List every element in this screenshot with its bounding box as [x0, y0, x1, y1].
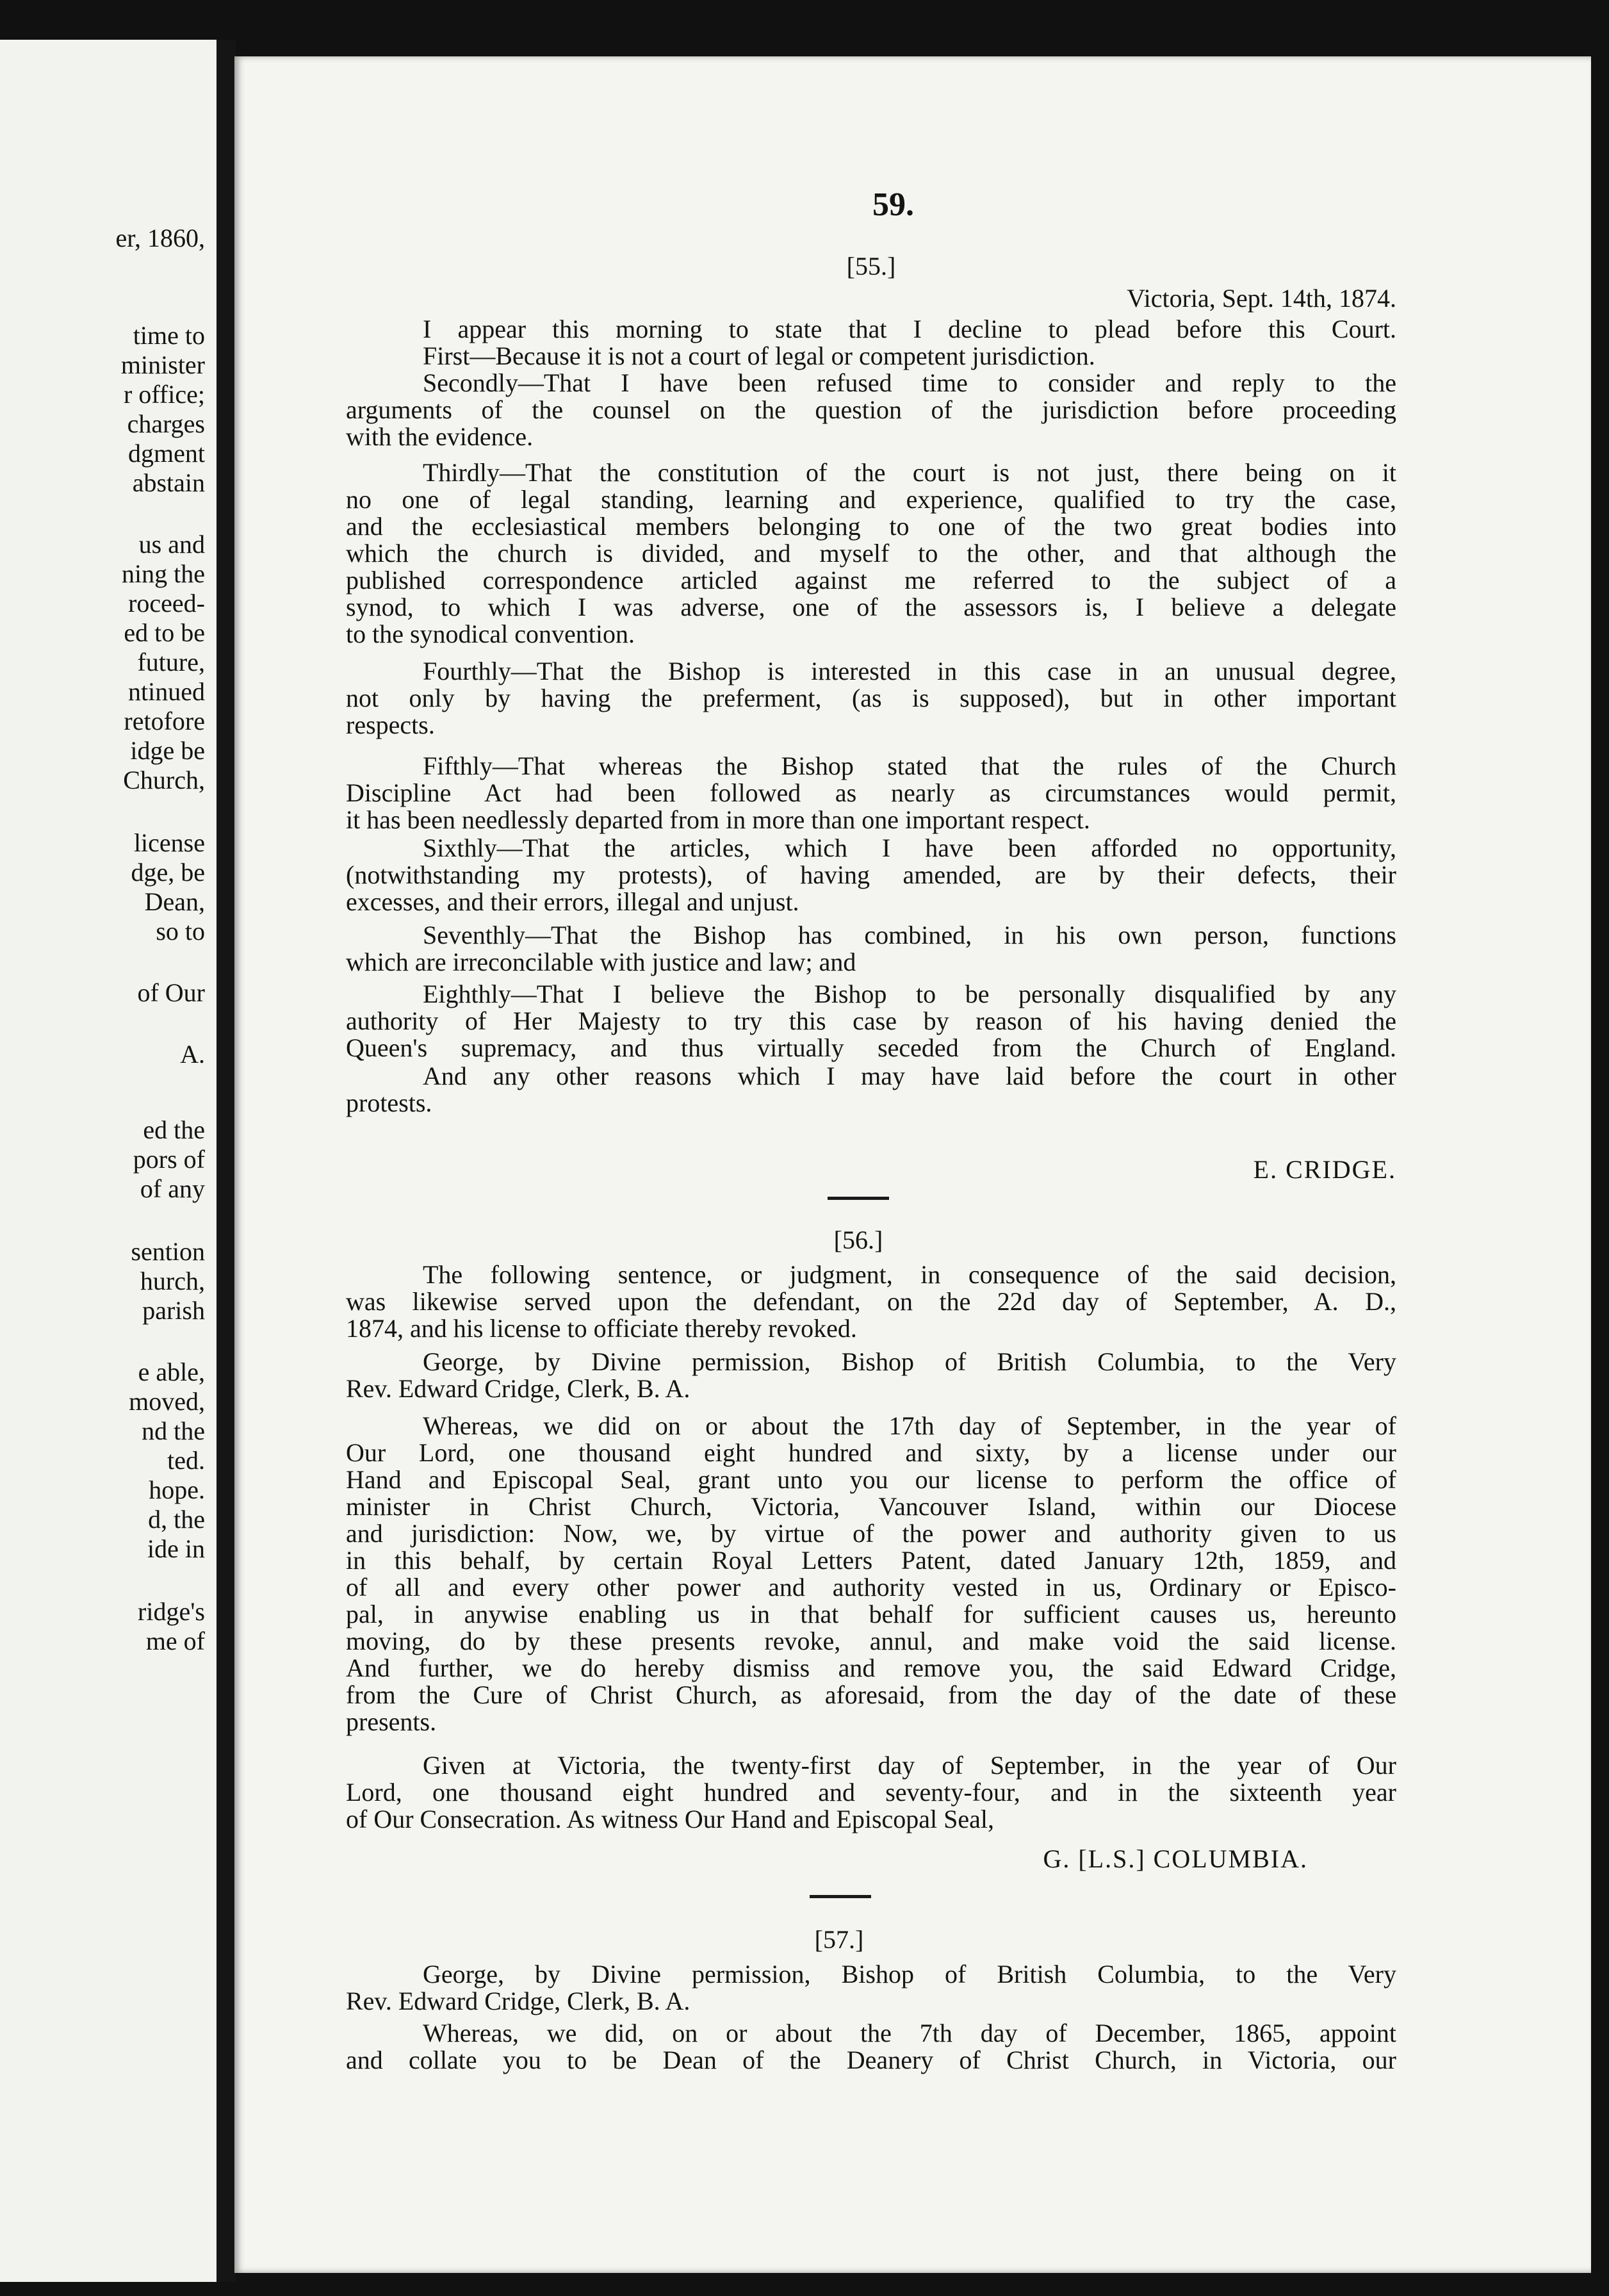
text-line: protests. — [346, 1088, 432, 1117]
text-line: George, by Divine permission, Bishop of British Columbia, to the Very — [423, 1960, 1396, 1988]
text-line: And any other reasons which I may have laid before the court in other — [423, 1062, 1396, 1090]
page-number: 59. — [872, 186, 914, 223]
left-page-line: hurch, — [140, 1267, 205, 1295]
left-page-line: so to — [156, 917, 205, 946]
left-page-line: ridge's — [138, 1597, 205, 1626]
text-line: Whereas, we did on or about the 17th day of September, in the year of — [423, 1411, 1396, 1440]
text-line: respects. — [346, 710, 435, 739]
section-divider — [828, 1197, 889, 1200]
text-line: it has been needlessly departed from in more than one important respect. — [346, 805, 1090, 834]
text-line: Eighthly—That I believe the Bishop to be personally disqualified by any — [423, 980, 1396, 1008]
text-line: Lord, one thousand eight hundred and seventy-four, and in the sixteenth year — [346, 1778, 1396, 1807]
left-page-line: minister — [120, 350, 205, 379]
text-line: published correspondence articled against me referred to the subject of a — [346, 566, 1396, 594]
left-page-line: sention — [131, 1237, 205, 1266]
text-line: synod, to which I was adverse, one of the assessors is, I believe a delegate — [346, 593, 1396, 621]
text-line: arguments of the counsel on the question of the jurisdiction before proceeding — [346, 395, 1396, 424]
left-page-line: parish — [142, 1296, 205, 1325]
left-page-line: e able, — [138, 1357, 205, 1386]
text-line: Queen's supremacy, and thus virtually seceded from the Church of England. — [346, 1033, 1396, 1062]
left-page-line: moved, — [129, 1387, 205, 1416]
text-line: not only by having the preferment, (as is supposed), but in other important — [346, 684, 1396, 712]
left-page-fragment — [0, 40, 216, 2282]
text-line: Secondly—That I have been refused time to consider and reply to the — [423, 368, 1396, 397]
left-page-line: ted. — [167, 1446, 205, 1475]
left-page-line: A. — [180, 1040, 205, 1069]
text-line: Fifthly—That whereas the Bishop stated that the rules of the Church — [423, 751, 1396, 780]
text-line: which the church is divided, and myself to the other, and that although the — [346, 539, 1396, 568]
text-line: was likewise served upon the defendant, on the 22d day of September, A. D., — [346, 1287, 1396, 1316]
text-line: Rev. Edward Cridge, Clerk, B. A. — [346, 1987, 690, 2015]
text-line: The following sentence, or judgment, in consequence of the said decision, — [423, 1260, 1396, 1289]
section-number-55: [55.] — [846, 252, 896, 281]
left-page-line: license — [133, 828, 205, 857]
left-page-line: abstain — [132, 468, 205, 497]
left-page-line: of any — [140, 1174, 205, 1203]
text-line: I appear this morning to state that I decline to plead before this Court. — [423, 315, 1396, 343]
text-line: and jurisdiction: Now, we, by virtue of the power and authority given to us — [346, 1519, 1396, 1548]
text-line: of Our Consecration. As witness Our Hand and Episcopal Seal, — [346, 1805, 995, 1833]
text-line: Hand and Episcopal Seal, grant unto you our license to perform the office of — [346, 1465, 1396, 1494]
dateline: Victoria, Sept. 14th, 1874. — [1127, 284, 1396, 313]
left-page-line: charges — [127, 409, 205, 438]
text-line: Given at Victoria, the twenty-first day of September, in the year of Our — [423, 1751, 1396, 1780]
left-page-line: roceed- — [128, 589, 205, 618]
text-line: Rev. Edward Cridge, Clerk, B. A. — [346, 1374, 690, 1403]
text-line: (notwithstanding my protests), of having amended, are by their defects, their — [346, 860, 1396, 889]
left-page-line: future, — [137, 648, 205, 676]
left-page-line: ed to be — [124, 618, 205, 647]
text-line: Seventhly—That the Bishop has combined, in his own person, functions — [423, 921, 1396, 949]
section-divider — [810, 1895, 871, 1898]
text-line: and the ecclesiastical members belonging to one of the two great bodies into — [346, 512, 1396, 541]
text-line: of all and every other power and authority vested in us, Ordinary or Episco- — [346, 1573, 1396, 1602]
text-line: pal, in anywise enabling us in that behalf for sufficient causes us, hereunto — [346, 1600, 1396, 1628]
text-line: 1874, and his license to officiate thereby revoked. — [346, 1314, 857, 1343]
text-line: authority of Her Majesty to try this case by reason of his having denied the — [346, 1006, 1396, 1035]
text-line: minister in Christ Church, Victoria, Vancouver Island, within our Diocese — [346, 1492, 1396, 1521]
left-page-line: Church, — [123, 766, 205, 794]
signature-columbia: G. [L.S.] COLUMBIA. — [1043, 1844, 1308, 1873]
text-line: Whereas, we did, on or about the 7th day of December, 1865, appoint — [423, 2019, 1396, 2047]
text-line: First—Because it is not a court of legal or competent jurisdiction. — [423, 341, 1095, 370]
text-line: in this behalf, by certain Royal Letters Patent, dated January 12th, 1859, and — [346, 1546, 1396, 1575]
text-line: Our Lord, one thousand eight hundred and sixty, by a license under our — [346, 1438, 1396, 1467]
left-page-line: us and — [138, 530, 205, 559]
text-line: Fourthly—That the Bishop is interested in this case in an unusual degree, — [423, 657, 1396, 685]
left-page-line: of Our — [137, 978, 205, 1007]
signature-cridge: E. CRIDGE. — [1253, 1155, 1396, 1184]
left-page-line: retofore — [124, 707, 205, 735]
left-page-line: idge be — [130, 736, 205, 765]
text-line: presents. — [346, 1707, 437, 1736]
text-line: Sixthly—That the articles, which I have been afforded no opportunity, — [423, 833, 1396, 862]
text-line: and collate you to be Dean of the Deanery of Christ Church, in Victoria, our — [346, 2046, 1396, 2074]
text-line: from the Cure of Christ Church, as aforesaid, from the day of the date of these — [346, 1680, 1396, 1709]
text-line: which are irreconcilable with justice and law; and — [346, 947, 856, 976]
left-page-line: r office; — [124, 380, 205, 409]
text-line: Thirdly—That the constitution of the court is not just, there being on it — [423, 458, 1396, 487]
left-page-line: ning the — [122, 559, 205, 588]
left-page-line: ide in — [147, 1534, 205, 1563]
text-line: George, by Divine permission, Bishop of British Columbia, to the Very — [423, 1347, 1396, 1376]
left-page-line: dgment — [128, 439, 205, 468]
left-page-line: ntinued — [128, 677, 205, 706]
left-page-line: time to — [133, 321, 205, 350]
book-gutter — [216, 40, 236, 2282]
text-line: excesses, and their errors, illegal and unjust. — [346, 887, 799, 916]
section-number-57: [57.] — [814, 1925, 864, 1954]
left-page-line: er, 1860, — [115, 224, 205, 252]
text-line: to the synodical convention. — [346, 619, 635, 648]
left-page-line: hope. — [149, 1475, 205, 1504]
left-page-line: me of — [145, 1627, 205, 1655]
text-line: Discipline Act had been followed as nearly as circumstances would permit, — [346, 778, 1396, 807]
left-page-line: pors of — [133, 1145, 205, 1174]
text-line: no one of legal standing, learning and experience, qualified to try the case, — [346, 485, 1396, 514]
left-page-line: ed the — [143, 1115, 205, 1144]
text-line: with the evidence. — [346, 422, 534, 451]
left-page-line: d, the — [148, 1505, 205, 1534]
left-page-line: dge, be — [131, 858, 205, 887]
text-line: And further, we do hereby dismiss and remove you, the said Edward Cridge, — [346, 1653, 1396, 1682]
text-line: moving, do by these presents revoke, annul, and make void the said license. — [346, 1627, 1396, 1655]
section-number-56: [56.] — [833, 1226, 883, 1254]
left-page-line: Dean, — [144, 887, 205, 916]
left-page-line: nd the — [142, 1416, 205, 1445]
